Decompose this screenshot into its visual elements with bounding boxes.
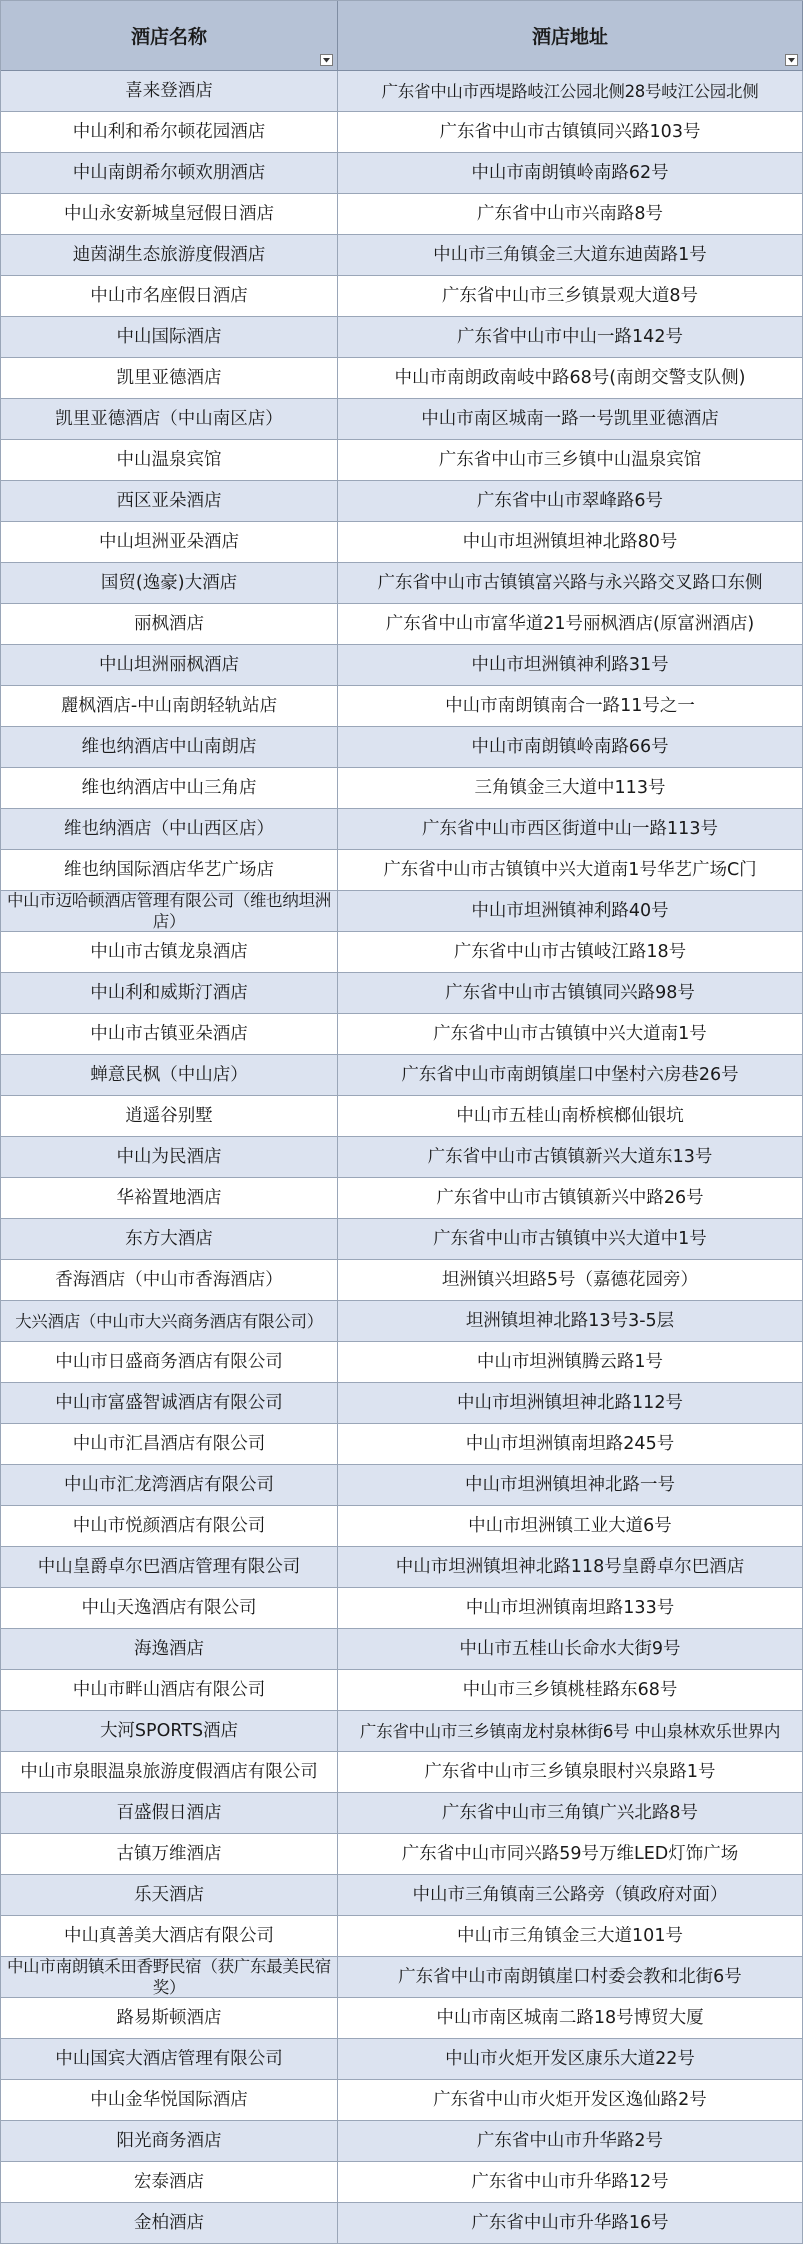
hotel-name-cell[interactable]: 麗枫酒店-中山南朗轻轨站店 [1,686,338,726]
hotel-name-cell[interactable]: 中山市迈哈顿酒店管理有限公司（维也纳坦洲店） [1,891,338,931]
hotel-name-cell[interactable]: 丽枫酒店 [1,604,338,644]
table-row [1,973,803,1014]
hotel-address-cell[interactable]: 中山市五桂山南桥槟榔仙银坑 [338,1096,803,1136]
table-row [1,440,803,481]
table-row [1,112,803,153]
table-row [1,399,803,440]
hotel-address-cell[interactable]: 广东省中山市中山一路142号 [338,317,803,357]
table-row [1,1629,803,1670]
table-row [1,850,803,891]
hotel-address-cell[interactable]: 广东省中山市升华路16号 [338,2203,803,2243]
hotel-address-cell[interactable]: 广东省中山市古镇镇富兴路与永兴路交叉路口东侧 [338,563,803,603]
hotel-name-cell[interactable]: 中山市古镇亚朵酒店 [1,1014,338,1054]
table-row [1,1424,803,1465]
hotel-name-cell[interactable]: 中山坦洲丽枫酒店 [1,645,338,685]
hotel-name-cell[interactable]: 中山市悦颜酒店有限公司 [1,1506,338,1546]
hotel-address-cell[interactable]: 中山市三角镇金三大道东迪茵路1号 [338,235,803,275]
table-row [1,1916,803,1957]
hotel-address-cell[interactable]: 中山市坦洲镇坦神北路一号 [338,1465,803,1505]
hotel-name-cell[interactable]: 西区亚朵酒店 [1,481,338,521]
hotel-address-cell[interactable]: 中山市南区城南二路18号博贸大厦 [338,1998,803,2038]
hotel-name-cell[interactable]: 中山市名座假日酒店 [1,276,338,316]
table-row [1,604,803,645]
hotel-name-cell[interactable]: 中山市畔山酒店有限公司 [1,1670,338,1710]
hotel-name-cell[interactable]: 维也纳酒店中山南朗店 [1,727,338,767]
hotel-address-cell[interactable]: 中山市坦洲镇南坦路133号 [338,1588,803,1628]
hotel-name-cell[interactable]: 路易斯顿酒店 [1,1998,338,2038]
hotel-address-cell[interactable]: 广东省中山市古镇镇中兴大道南1号华艺广场C门 [338,850,803,890]
table-row [1,194,803,235]
table-row [1,1711,803,1752]
hotel-address-cell[interactable]: 中山市坦洲镇坦神北路118号皇爵卓尔巴酒店 [338,1547,803,1587]
hotel-address-cell[interactable]: 中山市坦洲镇腾云路1号 [338,1342,803,1382]
hotel-name-cell[interactable]: 乐天酒店 [1,1875,338,1915]
hotel-address-cell[interactable]: 坦洲镇兴坦路5号（嘉德花园旁） [338,1260,803,1300]
hotel-address-cell[interactable]: 中山市坦洲镇神利路31号 [338,645,803,685]
table-row [1,1219,803,1260]
hotel-name-cell[interactable]: 大兴酒店（中山市大兴商务酒店有限公司） [1,1301,338,1341]
table-row [1,317,803,358]
table-row [1,1793,803,1834]
hotel-address-cell[interactable]: 广东省中山市三乡镇泉眼村兴泉路1号 [338,1752,803,1792]
hotel-address-cell[interactable]: 广东省中山市翠峰路6号 [338,481,803,521]
hotel-name-cell[interactable]: 中山皇爵卓尔巴酒店管理有限公司 [1,1547,338,1587]
table-row [1,1957,803,1998]
dropdown-filter-icon[interactable] [320,54,333,66]
hotel-name-cell[interactable]: 百盛假日酒店 [1,1793,338,1833]
hotel-name-cell[interactable]: 中山利和威斯汀酒店 [1,973,338,1013]
table-row [1,2121,803,2162]
hotel-address-cell[interactable]: 广东省中山市三角镇广兴北路8号 [338,1793,803,1833]
table-row [1,2039,803,2080]
hotel-name-cell[interactable]: 中山市古镇龙泉酒店 [1,932,338,972]
table-row [1,481,803,522]
hotel-address-cell[interactable]: 中山市三角镇金三大道101号 [338,1916,803,1956]
column-header-hotel-name[interactable] [1,1,338,70]
table-row [1,358,803,399]
hotel-name-cell[interactable]: 中山永安新城皇冠假日酒店 [1,194,338,234]
table-row [1,1547,803,1588]
hotel-address-cell[interactable]: 广东省中山市火炬开发区逸仙路2号 [338,2080,803,2120]
hotel-name-cell[interactable]: 迪茵湖生态旅游度假酒店 [1,235,338,275]
hotel-name-cell[interactable]: 中山坦洲亚朵酒店 [1,522,338,562]
hotel-name-cell[interactable]: 阳光商务酒店 [1,2121,338,2161]
hotel-address-cell[interactable]: 中山市五桂山长命水大街9号 [338,1629,803,1669]
hotel-name-cell[interactable]: 凯里亚德酒店 [1,358,338,398]
hotel-address-cell[interactable]: 广东省中山市古镇镇中兴大道中1号 [338,1219,803,1259]
hotel-address-cell[interactable]: 广东省中山市古镇镇同兴路103号 [338,112,803,152]
hotel-name-cell[interactable]: 喜来登酒店 [1,71,338,111]
hotel-address-cell[interactable]: 坦洲镇坦神北路13号3-5层 [338,1301,803,1341]
hotel-name-cell[interactable]: 中山温泉宾馆 [1,440,338,480]
hotel-address-cell[interactable]: 中山市坦洲镇坦神北路112号 [338,1383,803,1423]
table-row [1,522,803,563]
hotel-name-cell[interactable]: 香海酒店（中山市香海酒店） [1,1260,338,1300]
table-row [1,2162,803,2203]
table-row [1,2080,803,2121]
hotel-address-cell[interactable]: 广东省中山市三乡镇景观大道8号 [338,276,803,316]
table-header [1,1,803,71]
table-row [1,1342,803,1383]
hotel-address-cell[interactable]: 广东省中山市南朗镇崖口中堡村六房巷26号 [338,1055,803,1095]
table-row [1,1506,803,1547]
table-row [1,891,803,932]
hotel-name-cell[interactable]: 中山市南朗镇禾田香野民宿（获广东最美民宿奖） [1,1957,338,1997]
hotel-name-cell[interactable]: 金柏酒店 [1,2203,338,2243]
table-row [1,768,803,809]
hotel-name-cell[interactable]: 中山利和希尔顿花园酒店 [1,112,338,152]
dropdown-filter-icon[interactable] [785,54,798,66]
table-row [1,1834,803,1875]
hotel-name-cell[interactable]: 中山南朗希尔顿欢朋酒店 [1,153,338,193]
hotel-name-cell[interactable]: 逍遥谷别墅 [1,1096,338,1136]
hotel-name-cell[interactable]: 中山为民酒店 [1,1137,338,1177]
hotel-address-cell[interactable]: 中山市南朗镇南合一路11号之一 [338,686,803,726]
table-row [1,71,803,112]
hotel-name-cell[interactable]: 东方大酒店 [1,1219,338,1259]
table-row [1,1752,803,1793]
hotel-address-cell[interactable]: 中山市坦洲镇工业大道6号 [338,1506,803,1546]
hotel-address-cell[interactable]: 中山市南朗镇岭南路62号 [338,153,803,193]
hotel-address-cell[interactable]: 广东省中山市古镇镇同兴路98号 [338,973,803,1013]
hotel-address-cell[interactable]: 广东省中山市西区街道中山一路113号 [338,809,803,849]
table-row [1,563,803,604]
table-row [1,1137,803,1178]
hotel-name-cell[interactable]: 中山国际酒店 [1,317,338,357]
hotel-address-cell[interactable]: 中山市坦洲镇坦神北路80号 [338,522,803,562]
table-row [1,1260,803,1301]
hotel-address-cell[interactable]: 广东省中山市古镇镇新兴大道东13号 [338,1137,803,1177]
hotel-name-cell[interactable]: 维也纳国际酒店华艺广场店 [1,850,338,890]
hotel-address-cell[interactable]: 中山市三角镇南三公路旁（镇政府对面） [338,1875,803,1915]
hotel-address-cell[interactable]: 广东省中山市古镇岐江路18号 [338,932,803,972]
table-row [1,1178,803,1219]
hotel-name-cell[interactable]: 国贸(逸豪)大酒店 [1,563,338,603]
hotel-address-cell[interactable]: 广东省中山市兴南路8号 [338,194,803,234]
hotel-name-cell[interactable]: 中山市富盛智诚酒店有限公司 [1,1383,338,1423]
column-header-label: 酒店地址 [531,26,608,48]
hotel-address-cell[interactable]: 广东省中山市富华道21号丽枫酒店(原富洲酒店) [338,604,803,644]
table-row [1,2203,803,2244]
hotel-address-cell[interactable]: 广东省中山市同兴路59号万维LED灯饰广场 [338,1834,803,1874]
hotel-name-cell[interactable]: 中山真善美大酒店有限公司 [1,1916,338,1956]
hotel-address-cell[interactable]: 中山市坦洲镇南坦路245号 [338,1424,803,1464]
hotel-address-cell[interactable]: 广东省中山市南朗镇崖口村委会教和北街6号 [338,1957,803,1997]
hotel-name-cell[interactable]: 维也纳酒店中山三角店 [1,768,338,808]
hotel-address-cell[interactable]: 中山市南区城南一路一号凯里亚德酒店 [338,399,803,439]
hotel-name-cell[interactable]: 维也纳酒店（中山西区店） [1,809,338,849]
hotel-address-cell[interactable]: 广东省中山市三乡镇南龙村泉林街6号 中山泉林欢乐世界内 [338,1711,803,1751]
table-row [1,1998,803,2039]
table-row [1,235,803,276]
hotel-name-cell[interactable]: 中山市泉眼温泉旅游度假酒店有限公司 [1,1752,338,1792]
table-row [1,1670,803,1711]
hotel-name-cell[interactable]: 中山国宾大酒店管理有限公司 [1,2039,338,2079]
column-header-hotel-address[interactable] [338,1,803,70]
table-row [1,1014,803,1055]
hotel-name-cell[interactable]: 海逸酒店 [1,1629,338,1669]
table-row [1,276,803,317]
hotel-address-cell[interactable]: 广东省中山市升华路2号 [338,2121,803,2161]
column-header-label: 酒店名称 [130,26,207,48]
hotel-address-cell[interactable]: 中山市南朗镇岭南路66号 [338,727,803,767]
hotel-name-cell[interactable]: 中山市汇龙湾酒店有限公司 [1,1465,338,1505]
hotel-address-cell[interactable]: 广东省中山市古镇镇新兴中路26号 [338,1178,803,1218]
table-row [1,727,803,768]
hotel-address-cell[interactable]: 广东省中山市西堤路岐江公园北侧28号岐江公园北侧 [338,71,803,111]
hotel-address-cell[interactable]: 三角镇金三大道中113号 [338,768,803,808]
hotel-name-cell[interactable]: 宏泰酒店 [1,2162,338,2202]
hotel-address-cell[interactable]: 中山市三乡镇桃桂路东68号 [338,1670,803,1710]
hotel-name-cell[interactable]: 华裕置地酒店 [1,1178,338,1218]
hotel-address-cell[interactable]: 中山市坦洲镇神利路40号 [338,891,803,931]
table-row [1,645,803,686]
table-row [1,809,803,850]
hotel-name-cell[interactable]: 中山天逸酒店有限公司 [1,1588,338,1628]
hotel-name-cell[interactable]: 中山市汇昌酒店有限公司 [1,1424,338,1464]
table-row [1,686,803,727]
hotel-address-cell[interactable]: 中山市火炬开发区康乐大道22号 [338,2039,803,2079]
table-row [1,1096,803,1137]
table-row [1,1301,803,1342]
hotel-address-cell[interactable]: 中山市南朗政南岐中路68号(南朗交警支队侧) [338,358,803,398]
table-row [1,1465,803,1506]
hotel-address-cell[interactable]: 广东省中山市三乡镇中山温泉宾馆 [338,440,803,480]
hotel-address-cell[interactable]: 广东省中山市古镇镇中兴大道南1号 [338,1014,803,1054]
hotel-name-cell[interactable]: 中山市日盛商务酒店有限公司 [1,1342,338,1382]
table-row [1,932,803,973]
hotel-name-cell[interactable]: 蝉意民枫（中山店） [1,1055,338,1095]
table-row [1,1055,803,1096]
hotel-name-cell[interactable]: 凯里亚德酒店（中山南区店） [1,399,338,439]
table-row [1,1383,803,1424]
table-row [1,1875,803,1916]
hotel-name-cell[interactable]: 中山金华悦国际酒店 [1,2080,338,2120]
table-body [1,71,803,2244]
table-row [1,153,803,194]
hotel-address-cell[interactable]: 广东省中山市升华路12号 [338,2162,803,2202]
table-row [1,1588,803,1629]
hotel-name-cell[interactable]: 大河SPORTS酒店 [1,1711,338,1751]
hotel-name-cell[interactable]: 古镇万维酒店 [1,1834,338,1874]
